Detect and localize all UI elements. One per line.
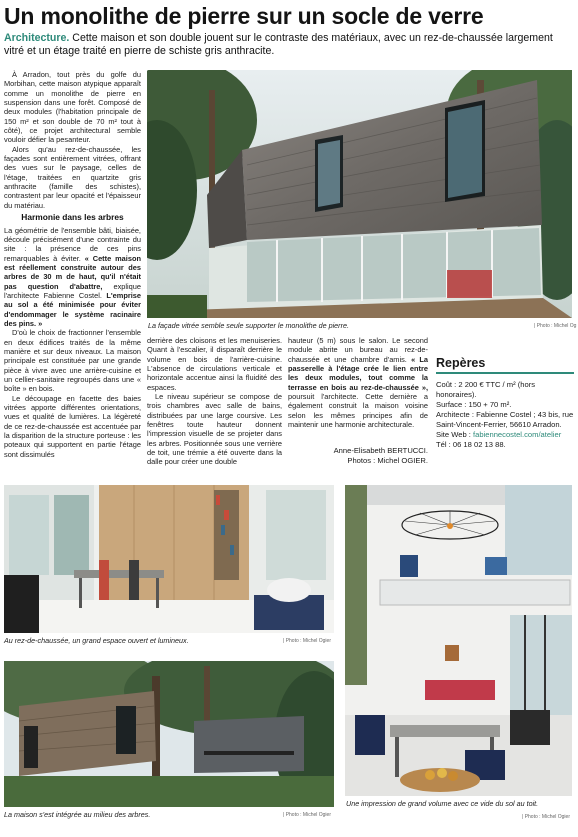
col3-paragraph-1 — [288, 336, 428, 429]
col1-paragraph-5: Le découpage en facette des baies vitrées apporte différentes orientations, vues et qualité de lumières. La légèreté de ce rez-de-chaussée est accentuée par la disparition de la structure porteuse : les poteaux qui supportent en partie l'étage sont dissimulés — [4, 393, 141, 459]
reperes-tel: Tél : 06 18 02 13 88. — [436, 440, 506, 449]
reperes-cout: Coût : 2 200 € TTC / m² (hors honoraires). — [436, 380, 536, 399]
trees-image — [4, 661, 334, 807]
subheading-harmonie: Harmonie dans les arbres — [21, 212, 124, 223]
photo-trees — [4, 661, 334, 807]
col1-p3-text-2: explique l'architecte Fabienne Costel. — [4, 281, 141, 300]
reperes-title: Repères — [436, 358, 574, 374]
standfirst-text: Cette maison et son double jouent sur le contraste des matériaux, avec un rez-de-chaussée largement vitré et un étage traité en pierre de schiste gris anthracite. — [4, 32, 553, 57]
article-column-3 — [288, 336, 428, 429]
photo-volume — [345, 485, 572, 796]
col3-p1-text-2: poursuit l'architecte. Cette dernière a également construit la maison voisine selon les mêmes principes afin de maintenir une harmonie architecturale. — [288, 392, 428, 430]
col1-paragraph-4: D'où le choix de fractionner l'ensemble en deux édifices traités de la même manière et sur deux niveaux. La maison principale est constituée par une grande pièce à vivre avec une arrière-cuisine et un cellier-sanitaire regroupés dans une « boîte » en bois. — [4, 328, 141, 394]
col3-p1-quote: « La passerelle à l'étage crée le lien entre les deux modules, tout comme la terrasse en bois au rez-de-chaussée », — [288, 354, 428, 392]
col3-p1-text: hauteur (5 m) sous le salon. Le second module abrite un bureau au rez-de-chaussée et une chambre d'amis. — [288, 336, 428, 364]
col1-paragraph-3 — [4, 226, 141, 329]
standfirst-kicker: Architecture. — [4, 32, 70, 44]
interior-image — [4, 485, 334, 633]
credit-trees: | Photo : Michel Ogier — [283, 812, 331, 818]
facade-image — [147, 70, 572, 318]
signature-photos: Photos : Michel OGIER. — [347, 456, 428, 465]
article-column-2 — [147, 336, 282, 467]
photo-facade — [147, 70, 572, 318]
col1-p3-text: La géométrie de l'ensemble bâti, biaisée, découle précisément d'une contrainte du site : la présence de ces pins remarquables à éviter. — [4, 225, 141, 263]
article-title: Un monolithe de pierre sur un socle de verre — [4, 3, 484, 29]
col2-paragraph-1: derrière des cloisons et les menuiseries. Quant à l'escalier, il disparaît derrière le volume en bois de l'arrière-cuisine. L'absence de circulations verticale et horizontale accentue ainsi la fluidité des espaces. — [147, 336, 282, 392]
reperes-web-label: Site Web : — [436, 430, 474, 439]
reperes-architecte: Architecte : Fabienne Costel ; 43 bis, rue Saint-Vincent-Ferrier, 56610 Arradon. — [436, 410, 574, 429]
col1-p3-quote: « Cette maison est réellement construite autour des arbres de 30 m de haut, qu'il n'était pas question d'abattre, — [4, 253, 141, 291]
credit-volume: | Photo : Michel Ogier — [522, 814, 570, 820]
photo-interior — [4, 485, 334, 633]
caption-trees: La maison s'est intégrée au milieu des arbres. — [4, 810, 151, 819]
col2-paragraph-2: Le niveau supérieur se compose de trois chambres avec salle de bains, distribuées par une large coursive. Les fenêtres toute hauteur donnent l'impression visuelle de se projeter dans les arbres. Positionnée sous une verrière de toit, une trémie a été ouverte dans la dalle pour créer une double — [147, 392, 282, 467]
volume-image — [345, 485, 572, 796]
reperes-surface: Surface : 150 + 70 m². — [436, 400, 512, 409]
col1-paragraph-2: Alors qu'au rez-de-chaussée, les façades sont entièrement vitrées, offrant des vues sur le paysage, celles de l'étage, traitées en quartzite gris anthracite (famille des schistes), contrastent par leur opacité et l'épaisseur du matériau. — [4, 144, 141, 210]
signature-author: Anne-Elisabeth BERTUCCI. — [333, 446, 428, 455]
reperes-web-link[interactable]: fabiennecostel.com/atelier — [473, 430, 562, 439]
col1-paragraph-1: À Arradon, tout près du golfe du Morbihan, cette maison atypique apparaît comme un monolithe de pierre en suspension dans une forêt. Composé de deux modules (l'habitation principale de 150 m² et son double de 70 m² tout à côté), ce projet architectural semble vouloir défier la pesanteur. — [4, 70, 141, 145]
credit-interior: | Photo : Michel Ogier — [283, 638, 331, 644]
caption-volume: Une impression de grand volume avec ce vide du sol au toit. — [346, 799, 539, 808]
article-signature — [288, 446, 428, 466]
caption-interior: Au rez-de-chaussée, un grand espace ouvert et lumineux. — [4, 636, 189, 645]
caption-facade: La façade vitrée semble seule supporter le monolithe de pierre. — [148, 321, 349, 330]
article-column-1 — [4, 70, 141, 459]
credit-facade: | Photo : Michel Og — [534, 323, 577, 329]
article-standfirst — [4, 32, 574, 58]
col1-p3-quote-2: L'emprise au sol a été minimisée pour éviter d'endommager le système racinaire des pins. » — [4, 290, 141, 328]
reperes-site-web — [436, 430, 574, 440]
reperes-box — [436, 358, 574, 450]
